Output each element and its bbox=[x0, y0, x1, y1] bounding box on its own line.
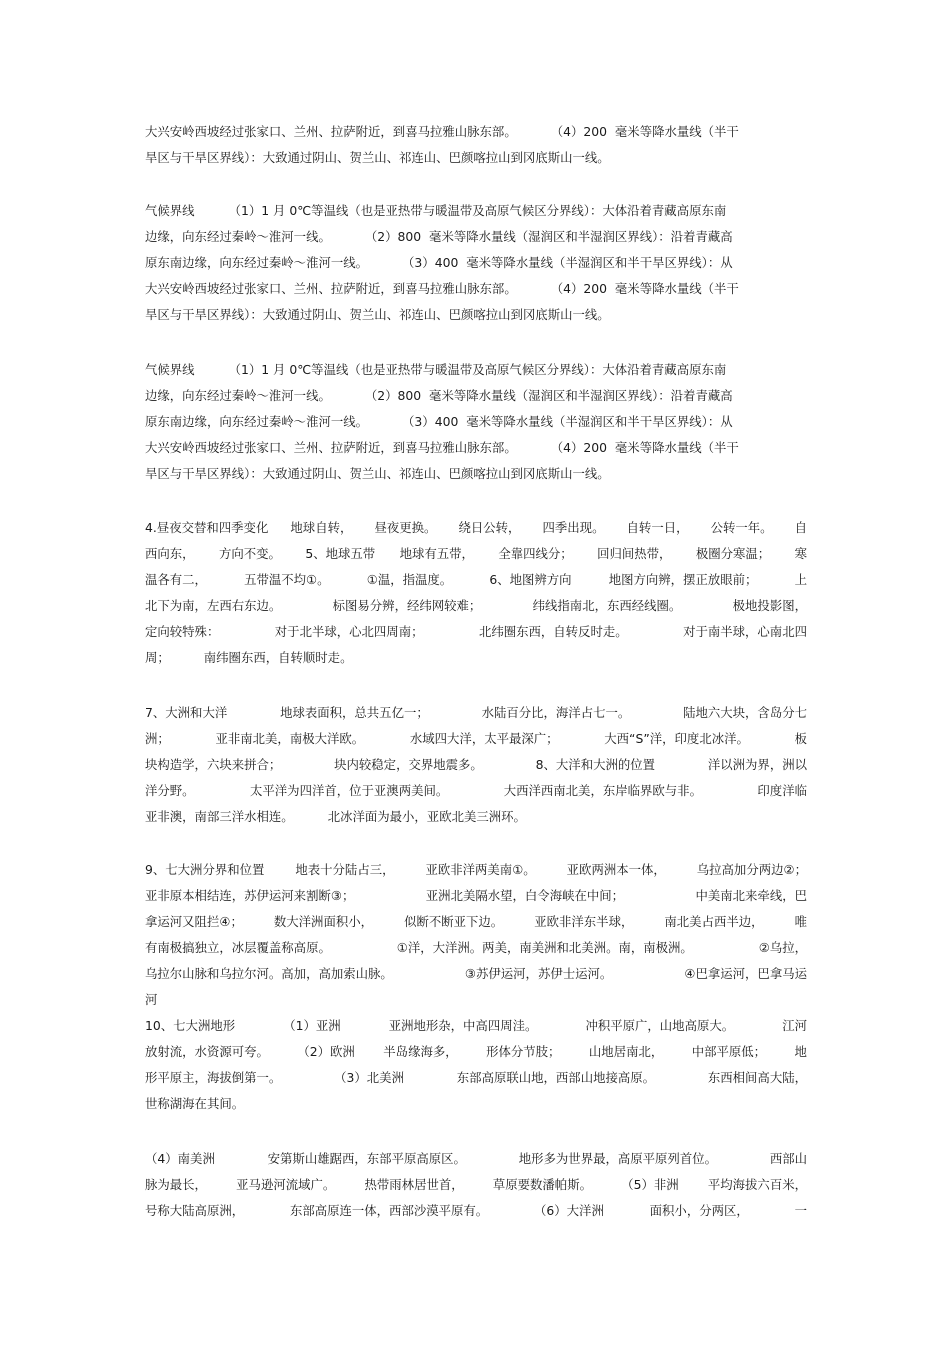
day-night-seasons-section bbox=[145, 515, 807, 671]
text-segment: 东部高原联山地，西部山地接高原。 bbox=[456, 1070, 656, 1085]
text-line bbox=[145, 145, 807, 171]
text-segment: 洋分野。 bbox=[145, 783, 195, 798]
text-segment: （5）非洲 bbox=[621, 1177, 679, 1192]
text-segment: 极圈分寒温； bbox=[695, 546, 771, 561]
text-segment: 亚欧两洲本一体， bbox=[566, 862, 666, 877]
text-segment: 脉为最长， bbox=[145, 1177, 207, 1192]
text-segment: （4）200 毫米等降水量线（半干 bbox=[550, 440, 739, 455]
text-segment: （4）200 毫米等降水量线（半干 bbox=[550, 281, 739, 296]
text-segment: 陆地六大块，含岛分七 bbox=[683, 705, 807, 720]
text-segment: 地球表面积，总共五亿一； bbox=[280, 705, 429, 720]
text-segment: 五带温不均①。 bbox=[244, 572, 330, 587]
text-segment: 温各有二， bbox=[145, 572, 207, 587]
text-line bbox=[145, 302, 807, 328]
text-segment: 世称湖海在其间。 bbox=[145, 1096, 245, 1111]
text-line bbox=[145, 752, 807, 778]
text-segment: 冲积平原广，山地高原大。 bbox=[585, 1018, 735, 1033]
text-segment: （3）400 毫米等降水量线（半湿润区和半干旱区界线）：从 bbox=[402, 414, 733, 429]
text-segment: 亚非南北美，南极大洋欧。 bbox=[215, 731, 365, 746]
text-line bbox=[145, 409, 807, 435]
text-segment: 号称大陆高原洲， bbox=[145, 1203, 245, 1218]
text-segment: 安第斯山雄踞西，东部平原高原区。 bbox=[267, 1151, 466, 1166]
text-line bbox=[145, 619, 807, 645]
text-segment: ③苏伊运河，苏伊士运河。 bbox=[464, 966, 613, 981]
text-line bbox=[145, 198, 807, 224]
text-line bbox=[145, 857, 807, 883]
text-segment: 乌拉尔山脉和乌拉尔河。高加，高加索山脉。 bbox=[145, 966, 393, 981]
text-segment: 9、七大洲分界和位置 bbox=[145, 862, 265, 877]
text-segment: （2）800 毫米等降水量线（湿润区和半湿润区界线）：沿着青藏高 bbox=[364, 229, 733, 244]
text-segment: （2）欧洲 bbox=[297, 1044, 355, 1059]
text-segment: （3）400 毫米等降水量线（半湿润区和半干旱区界线）：从 bbox=[402, 255, 733, 270]
text-segment: 气候界线 bbox=[145, 362, 195, 377]
text-segment: 旱区与干旱区界线）：大致通过阴山、贺兰山、祁连山、巴颜喀拉山到冈底斯山一线。 bbox=[145, 307, 610, 322]
text-segment: 水域四大洋，太平最深广； bbox=[409, 731, 559, 746]
text-segment: 南北美占西半边， bbox=[664, 914, 764, 929]
text-segment: 平均海拔六百米， bbox=[707, 1177, 807, 1192]
text-segment: 原东南边缘，向东经过秦岭～淮河一线。 bbox=[145, 414, 369, 429]
text-segment: （2）800 毫米等降水量线（湿润区和半湿润区界线）：沿着青藏高 bbox=[364, 388, 733, 403]
text-line bbox=[145, 119, 807, 145]
text-segment: ④巴拿运河，巴拿马运 bbox=[684, 966, 807, 981]
text-segment: 有南极搞独立，冰层覆盖称高原。 bbox=[145, 940, 331, 955]
text-segment: 西部山 bbox=[769, 1151, 807, 1166]
text-line bbox=[145, 961, 807, 987]
text-line bbox=[145, 1198, 807, 1224]
text-segment: 拿运河又阻拦④； bbox=[145, 914, 243, 929]
climate-boundary-lines-2 bbox=[145, 357, 807, 487]
text-segment: 半岛缘海多， bbox=[383, 1044, 458, 1059]
text-segment: 南纬圈东西，自转顺时走。 bbox=[203, 650, 353, 665]
text-line bbox=[145, 383, 807, 409]
text-segment: 大兴安岭西坡经过张家口、兰州、拉萨附近，到喜马拉雅山脉东部。 bbox=[145, 440, 517, 455]
text-segment: 旱区与干旱区界线）：大致通过阴山、贺兰山、祁连山、巴颜喀拉山到冈底斯山一线。 bbox=[145, 150, 610, 165]
text-segment: 亚洲北美隔水望，白令海峡在中间； bbox=[425, 888, 625, 903]
text-segment: 河 bbox=[145, 992, 158, 1007]
text-line bbox=[145, 593, 807, 619]
text-segment: 亚洲地形杂，中高四周洼。 bbox=[388, 1018, 538, 1033]
text-segment: 热带雨林居世首， bbox=[364, 1177, 464, 1192]
text-segment: 江河 bbox=[782, 1018, 807, 1033]
text-segment: 4.昼夜交替和四季变化 bbox=[145, 520, 269, 535]
climate-boundary-lines-1 bbox=[145, 198, 807, 328]
text-segment: 回归间热带， bbox=[597, 546, 672, 561]
text-segment: 极地投影图， bbox=[732, 598, 807, 613]
text-segment: 对于南半球，心南北四 bbox=[683, 624, 807, 639]
text-segment: （6）大洋洲 bbox=[534, 1203, 604, 1218]
text-segment: 纬线指南北，东西经线圈。 bbox=[532, 598, 682, 613]
text-segment: 印度洋临 bbox=[757, 783, 807, 798]
text-segment: ①洋，大洋洲。两美，南美洲和北美洲。南，南极洲。 bbox=[396, 940, 693, 955]
text-segment: 放射流，水资源可夸。 bbox=[145, 1044, 269, 1059]
text-segment: （1）1 月 0℃等温线（也是亚热带与暖温带及高原气候区分界线）：大体沿着青藏高原东南 bbox=[228, 362, 727, 377]
text-segment: 全靠四线分； bbox=[498, 546, 573, 561]
text-segment: 标图易分辨，经纬网较难； bbox=[332, 598, 482, 613]
text-segment: 形平原主，海拔倒第一。 bbox=[145, 1070, 282, 1085]
text-line bbox=[145, 726, 807, 752]
text-segment: 北纬圈东西，自转反时走。 bbox=[478, 624, 628, 639]
text-segment: 山地居南北， bbox=[588, 1044, 664, 1059]
text-line bbox=[145, 909, 807, 935]
text-line bbox=[145, 935, 807, 961]
text-line bbox=[145, 700, 807, 726]
text-segment: 气候界线 bbox=[145, 203, 195, 218]
text-segment: 公转一年。 bbox=[710, 520, 773, 535]
text-segment: 一 bbox=[794, 1203, 807, 1218]
text-segment: 定向较特殊： bbox=[145, 624, 220, 639]
text-segment: 自 bbox=[794, 520, 807, 535]
text-segment: 5、地球五带 bbox=[305, 546, 376, 561]
text-segment: 数大洋洲面积小， bbox=[273, 914, 374, 929]
text-segment: 洋以洲为界，洲以 bbox=[707, 757, 807, 772]
text-segment: 方向不变。 bbox=[218, 546, 281, 561]
text-segment: 东西相间高大陆， bbox=[707, 1070, 807, 1085]
text-segment: 亚马逊河流域广。 bbox=[236, 1177, 336, 1192]
text-line bbox=[145, 778, 807, 804]
text-segment: 中美南北来牵线，巴 bbox=[695, 888, 807, 903]
text-segment: 四季出现。 bbox=[542, 520, 605, 535]
text-segment: 洲； bbox=[145, 731, 170, 746]
text-segment: 面积小，分两区， bbox=[649, 1203, 749, 1218]
text-line bbox=[145, 224, 807, 250]
text-segment: （1）1 月 0℃等温线（也是亚热带与暖温带及高原气候区分界线）：大体沿着青藏高原东南 bbox=[228, 203, 727, 218]
seven-continents-section bbox=[145, 857, 807, 1117]
text-segment: 亚欧非洋东半球， bbox=[534, 914, 634, 929]
text-line bbox=[145, 1091, 807, 1117]
text-segment: 地 bbox=[794, 1044, 807, 1059]
text-segment: 水陆百分比，海洋占七一。 bbox=[481, 705, 631, 720]
text-segment: 地图方向辨，摆正放眼前； bbox=[608, 572, 758, 587]
text-segment: 旱区与干旱区界线）：大致通过阴山、贺兰山、祁连山、巴颜喀拉山到冈底斯山一线。 bbox=[145, 466, 610, 481]
text-segment: 地球有五带， bbox=[399, 546, 474, 561]
text-line bbox=[145, 1146, 807, 1172]
text-segment: 东部高原连一体，西部沙漠平原有。 bbox=[289, 1203, 489, 1218]
text-segment: 地形多为世界最，高原平原列首位。 bbox=[518, 1151, 717, 1166]
text-segment: 北下为南，左西右东边。 bbox=[145, 598, 282, 613]
text-segment: 大兴安岭西坡经过张家口、兰州、拉萨附近，到喜马拉雅山脉东部。 bbox=[145, 124, 517, 139]
text-segment: 边缘，向东经过秦岭～淮河一线。 bbox=[145, 229, 331, 244]
text-line bbox=[145, 357, 807, 383]
text-line bbox=[145, 541, 807, 567]
text-line bbox=[145, 987, 807, 1013]
text-segment: 形体分节肢； bbox=[486, 1044, 561, 1059]
text-segment: （4）200 毫米等降水量线（半干 bbox=[550, 124, 739, 139]
text-segment: 寒 bbox=[794, 546, 807, 561]
text-segment: 中部平原低； bbox=[691, 1044, 767, 1059]
text-segment: 自转一日， bbox=[626, 520, 689, 535]
text-segment: 大兴安岭西坡经过张家口、兰州、拉萨附近，到喜马拉雅山脉东部。 bbox=[145, 281, 517, 296]
text-segment: 7、大洲和大洋 bbox=[145, 705, 228, 720]
text-segment: 绕日公转， bbox=[458, 520, 521, 535]
text-segment: 西向东， bbox=[145, 546, 195, 561]
text-segment: （4）南美洲 bbox=[145, 1151, 215, 1166]
text-line bbox=[145, 883, 807, 909]
text-segment: 乌拉高加分两边②； bbox=[696, 862, 807, 877]
continent-terrain-continued bbox=[145, 1146, 807, 1224]
text-line bbox=[145, 804, 807, 830]
text-line bbox=[145, 1039, 807, 1065]
text-line bbox=[145, 276, 807, 302]
text-line bbox=[145, 515, 807, 541]
text-line bbox=[145, 435, 807, 461]
text-segment: 地球自转， bbox=[290, 520, 353, 535]
text-segment: 唯 bbox=[794, 914, 807, 929]
text-segment: 草原要数潘帕斯。 bbox=[492, 1177, 592, 1192]
text-line bbox=[145, 461, 807, 487]
text-segment: 块内较稳定，交界地震多。 bbox=[334, 757, 483, 772]
text-segment: 似断不断亚下边。 bbox=[404, 914, 504, 929]
text-segment: （1）亚洲 bbox=[283, 1018, 341, 1033]
text-segment: 亚欧非洋两美南①。 bbox=[425, 862, 536, 877]
text-segment: 亚非原本相结连，苏伊运河来割断③； bbox=[145, 888, 355, 903]
text-segment: 边缘，向东经过秦岭～淮河一线。 bbox=[145, 388, 331, 403]
text-segment: 10、七大洲地形 bbox=[145, 1018, 236, 1033]
text-segment: 上 bbox=[794, 572, 807, 587]
text-segment: 大西“S”洋，印度北冰洋。 bbox=[604, 731, 749, 746]
text-segment: 太平洋为四洋首，位于亚澳两美间。 bbox=[250, 783, 449, 798]
text-segment: 原东南边缘，向东经过秦岭～淮河一线。 bbox=[145, 255, 369, 270]
text-segment: ②乌拉， bbox=[758, 940, 807, 955]
text-segment: 北冰洋面为最小，亚欧北美三洲环。 bbox=[327, 809, 526, 824]
text-segment: 板 bbox=[794, 731, 807, 746]
text-line bbox=[145, 1013, 807, 1039]
text-segment: 6、地图辨方向 bbox=[489, 572, 572, 587]
text-line bbox=[145, 1065, 807, 1091]
continents-oceans-section bbox=[145, 700, 807, 830]
text-segment: 昼夜更换。 bbox=[374, 520, 437, 535]
text-segment: 8、大洋和大洲的位置 bbox=[535, 757, 656, 772]
text-segment: ①温，指温度。 bbox=[366, 572, 453, 587]
text-line bbox=[145, 645, 807, 671]
text-segment: 大西洋西南北美，东岸临界欧与非。 bbox=[503, 783, 702, 798]
text-line bbox=[145, 1172, 807, 1198]
text-segment: 周； bbox=[145, 650, 170, 665]
text-segment: 地表十分陆占三， bbox=[295, 862, 395, 877]
text-line bbox=[145, 250, 807, 276]
text-segment: 对于北半球，心北四周南； bbox=[274, 624, 424, 639]
text-segment: 块构造学，六块来拼合； bbox=[145, 757, 282, 772]
text-segment: （3）北美洲 bbox=[334, 1070, 404, 1085]
text-segment: 亚非澳，南部三洋水相连。 bbox=[145, 809, 294, 824]
climate-boundary-fragment bbox=[145, 119, 807, 171]
text-line bbox=[145, 567, 807, 593]
